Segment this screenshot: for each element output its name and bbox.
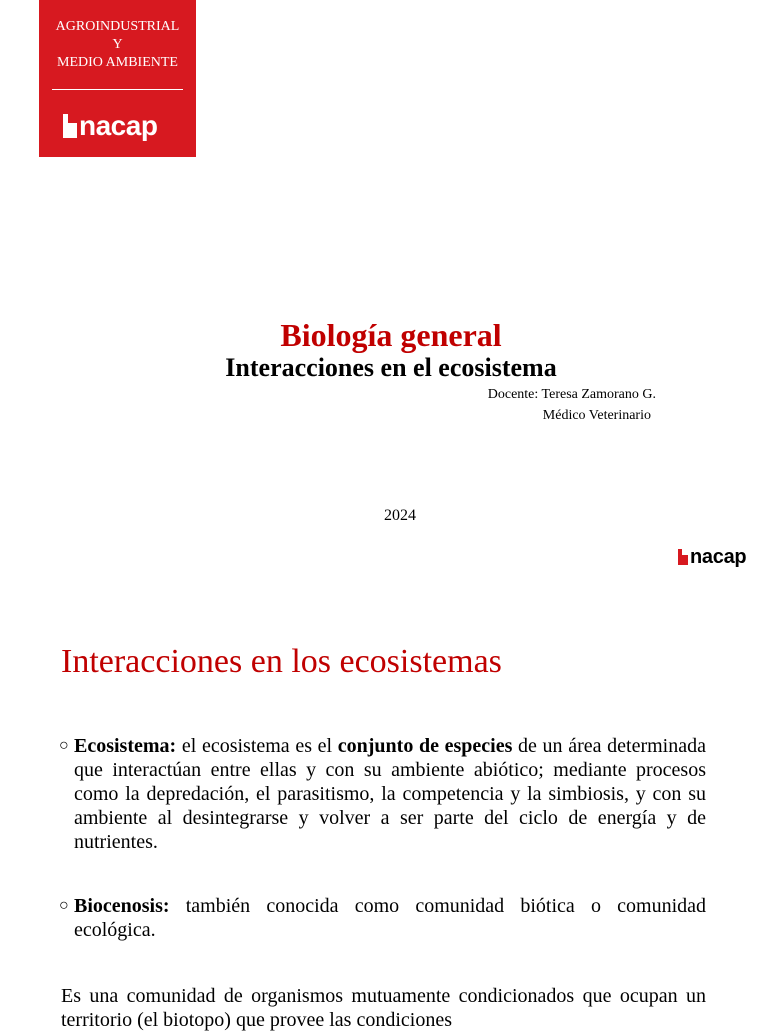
slide-title: Interacciones en los ecosistemas: [61, 643, 502, 680]
bullet-biocenosis: [59, 894, 706, 942]
bullet-circle-icon: ○: [59, 737, 69, 754]
teacher-name: Docente: Teresa Zamorano G.: [487, 387, 656, 402]
inacap-logo-mark-small-icon: [678, 549, 688, 565]
biocenosis-text: también conocida como comunidad biótica o comunidad ecológica.: [74, 895, 706, 941]
program-line-2: Y: [112, 37, 123, 52]
bullet-circle-icon: ○: [59, 897, 69, 914]
ecosistema-text-1: el ecosistema es el: [176, 735, 338, 757]
ecosistema-highlight: conjunto de especies: [337, 735, 513, 757]
course-subtitle: Interacciones en el ecosistema: [225, 353, 557, 382]
year-label: 2024: [384, 507, 416, 524]
inacap-logo: [63, 110, 157, 142]
teacher-profession: Médico Veterinario: [542, 408, 651, 423]
program-line-1: AGROINDUSTRIAL: [55, 19, 180, 34]
program-line-3: MEDIO AMBIENTE: [57, 55, 178, 70]
biocenosis-description: Es una comunidad de organismos mutuamente condicionados que ocupan un territorio (el biotopo) que provee las condiciones: [61, 985, 706, 1031]
course-title: Biología general: [280, 317, 502, 353]
panel-divider: [52, 89, 183, 90]
inacap-logo-small-text: nacap: [690, 546, 747, 568]
inacap-logo-text: nacap: [79, 110, 158, 141]
content-slide: [0, 576, 768, 1031]
program-name: [39, 18, 196, 72]
inacap-logo-mark-icon: [63, 114, 77, 138]
term-biocenosis: Biocenosis:: [74, 895, 170, 917]
brand-panel: [39, 0, 196, 157]
ecosistema-text-2: de un área determinada que interactúan entre ellas y con su ambiente abiótico; mediante procesos como la depredación, el parasitismo, la competencia y la simbiosis, y con su ambiente al desintegrarse y volver a ser parte del ciclo de energía y de nutrientes.: [74, 735, 706, 853]
term-ecosistema: Ecosistema:: [74, 735, 177, 757]
bullet-ecosistema: [59, 734, 706, 854]
inacap-logo-small: [678, 546, 746, 568]
